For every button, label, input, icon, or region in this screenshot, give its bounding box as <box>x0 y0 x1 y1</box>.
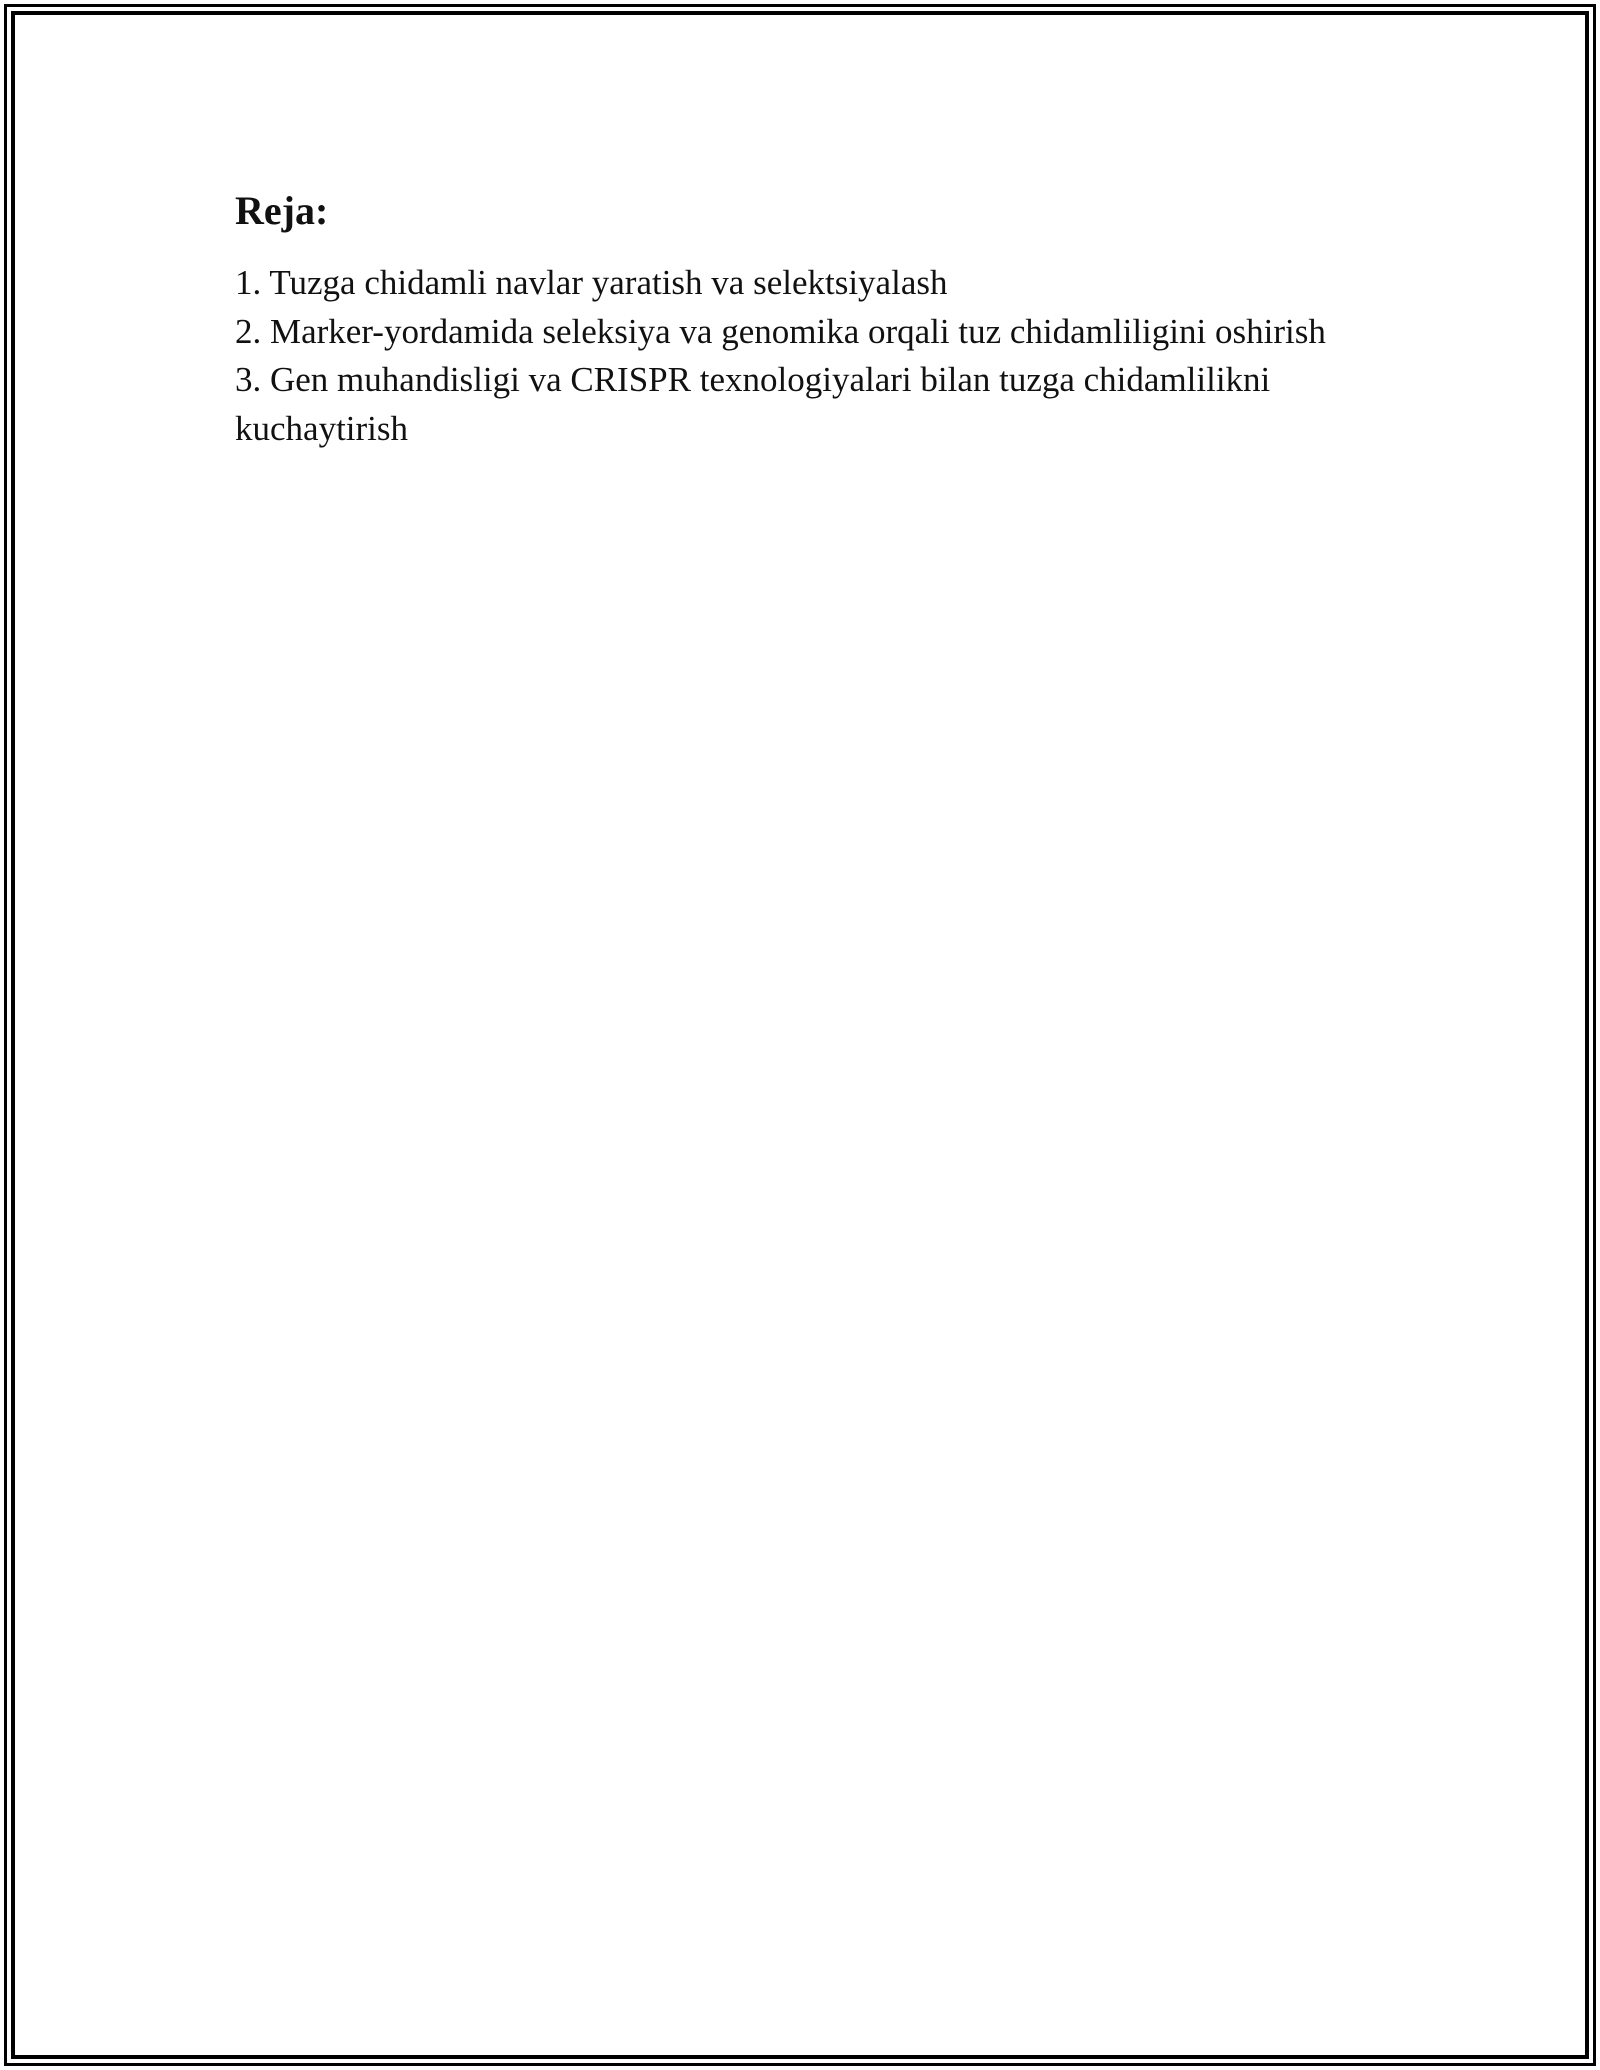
plan-item-2: 2. Marker-yordamida seleksiya va genomika orqali tuz chidamliligini oshirish <box>235 311 1326 351</box>
plan-heading: Reja: <box>235 188 329 233</box>
plan-list <box>235 259 1375 453</box>
document-body <box>235 185 1375 453</box>
plan-item-1: 1. Tuzga chidamli navlar yaratish va selektsiyalash <box>235 263 948 302</box>
plan-item-3: 3. Gen muhandisligi va CRISPR texnologiyalari bilan tuzga chidamlilikni kuchaytirish <box>235 360 1271 448</box>
